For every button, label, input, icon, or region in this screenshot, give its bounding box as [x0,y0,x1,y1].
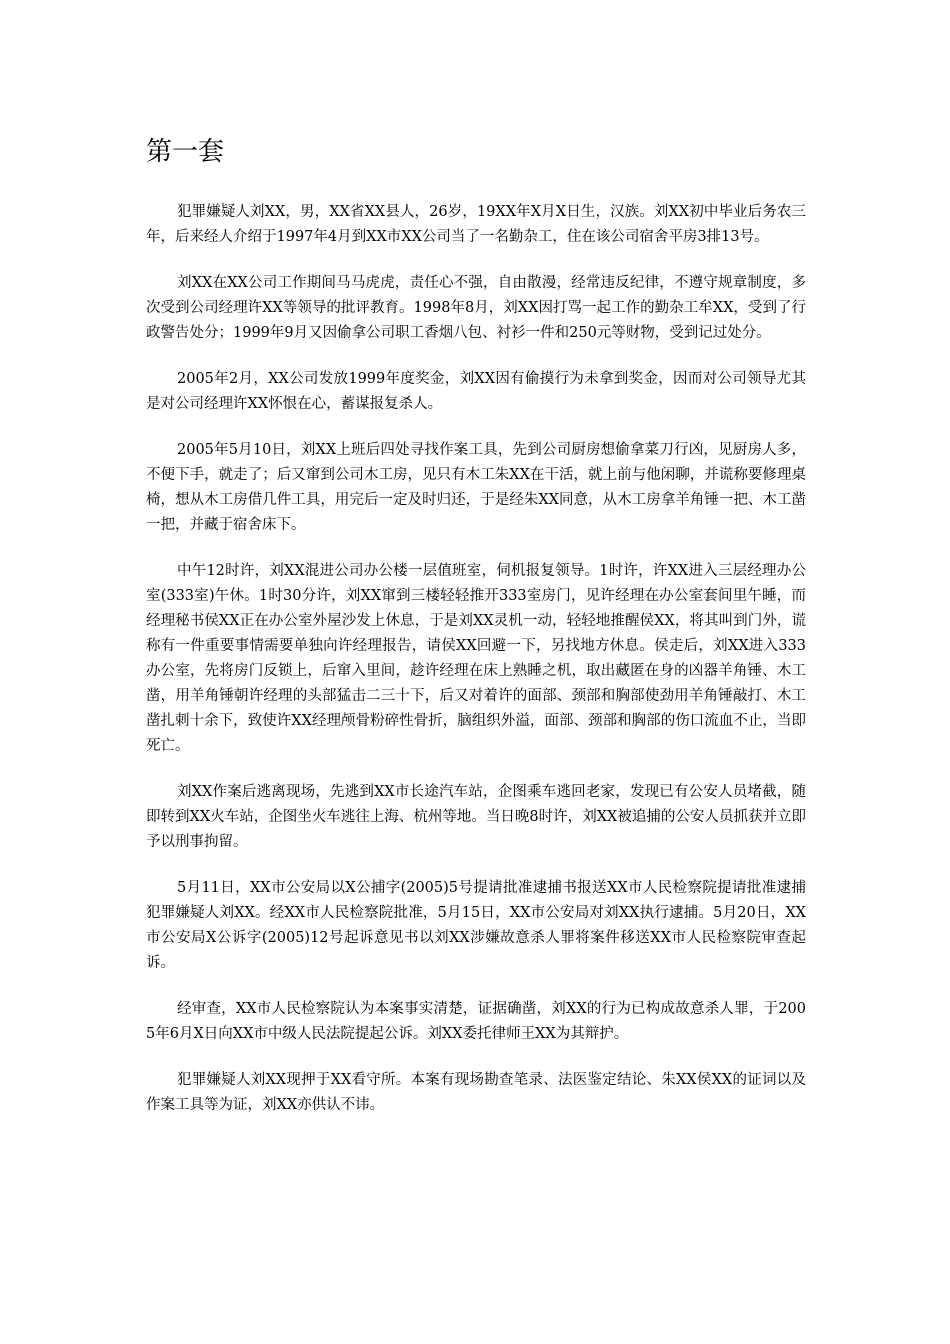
paragraph-2: 刘XX在XX公司工作期间马马虎虎，责任心不强，自由散漫，经常违反纪律，不遵守规章制度，多次受到公司经理许XX等领导的批评教育。1998年8月，刘XX因打骂一起工作的勤杂工牟XX，受到了行政警告处分；1999年9月又因偷拿公司职工香烟八包、衬衫一件和250元等财物，受到记过处分。 [146,275,806,341]
paragraph-5: 中午12时许，刘XX混进公司办公楼一层值班室，伺机报复领导。1时许，许XX进入三层经理办公室(333室)午休。1时30分许，刘XX窜到三楼轻轻推开333室房门，见许经理在办公室套间里午睡，而经理秘书侯XX正在办公室外屋沙发上休息，于是刘XX灵机一动，轻轻地推醒侯XX，将其叫到门外，谎称有一件重要事情需要单独向许经理报告，请侯XX回避一下，另找地方休息。侯走后，刘XX进入333办公室，先将房门反锁上，后窜入里间，趁许经理在床上熟睡之机，取出藏匿在身的凶器羊角锤、木工凿，用羊角锤朝许经理的头部猛击二三十下，后又对着许的面部、颈部和胸部使劲用羊角锤敲打、木工凿扎刺十余下，致使许XX经理颅骨粉碎性骨折，脑组织外溢，面部、颈部和胸部的伤口流血不止，当即死亡。 [146,563,806,754]
paragraph-4: 2005年5月10日，刘XX上班后四处寻找作案工具，先到公司厨房想偷拿菜刀行凶，见厨房人多，不便下手，就走了；后又窜到公司木工房，见只有木工朱XX在干活，就上前与他闲聊，并谎称要修理桌椅，想从木工房借几件工具，用完后一定及时归还，于是经朱XX同意，从木工房拿羊角锤一把、木工凿一把，并藏于宿舍床下。 [146,442,806,533]
paragraph-1: 犯罪嫌疑人刘XX，男，XX省XX县人，26岁，19XX年X月X日生，汉族。刘XX初中毕业后务农三年，后来经人介绍于1997年4月到XX市XX公司当了一名勤杂工，住在该公司宿舍平房3排13号。 [146,204,806,245]
paragraph-3: 2005年2月，XX公司发放1999年度奖金，刘XX因有偷摸行为未拿到奖金，因而对公司领导尤其是对公司经理许XX怀恨在心，蓄谋报复杀人。 [146,371,806,412]
document-body [146,200,806,1139]
paragraph-7: 5月11日，XX市公安局以X公捕字(2005)5号提请批准逮捕书报送XX市人民检察院提请批准逮捕犯罪嫌疑人刘XX。经XX市人民检察院批准，5月15日，XX市公安局对刘XX执行逮捕。5月20日，XX市公安局X公诉字(2005)12号起诉意见书以刘XX涉嫌故意杀人罪将案件移送XX市人民检察院审查起诉。 [146,880,806,971]
paragraph-6: 刘XX作案后逃离现场，先逃到XX市长途汽车站，企图乘车逃回老家，发现已有公安人员堵截，随即转到XX火车站，企图坐火车逃往上海、杭州等地。当日晚8时许，刘XX被追捕的公安人员抓获并立即予以刑事拘留。 [146,784,806,850]
paragraph-8: 经审查，XX市人民检察院认为本案事实清楚，证据确凿，刘XX的行为已构成故意杀人罪，于2005年6月X日向XX市中级人民法院提起公诉。刘XX委托律师王XX为其辩护。 [146,1001,806,1042]
paragraph-9: 犯罪嫌疑人刘XX现押于XX看守所。本案有现场勘查笔录、法医鉴定结论、朱XX侯XX的证词以及作案工具等为证，刘XX亦供认不讳。 [146,1072,806,1113]
document-title: 第一套 [146,137,225,167]
